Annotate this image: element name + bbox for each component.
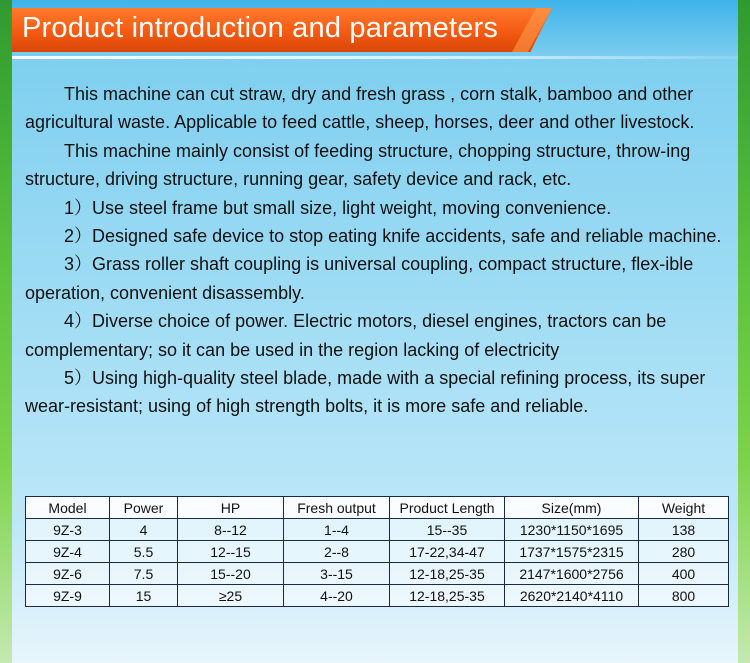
column-header-fresh-output: Fresh output — [284, 497, 390, 519]
feature-4: 4）Diverse choice of power. Electric motors, diesel engines, tractors can be complementary; so it can be used in the region lacking of electricity — [25, 311, 667, 360]
table-cell: 280 — [639, 541, 729, 563]
table-cell: 17-22,34-47 — [390, 541, 505, 563]
description — [25, 80, 730, 421]
column-header-weight: Weight — [639, 497, 729, 519]
table-header-row — [26, 497, 729, 519]
intro-paragraph: This machine can cut straw, dry and fresh grass , corn stalk, bamboo and other agricultural waste. Applicable to feed cattle, sheep, horses, deer and other livestock. — [25, 84, 695, 133]
table-cell: 12--15 — [178, 541, 284, 563]
table-cell: 12-18,25-35 — [390, 585, 505, 607]
table-cell: 8--12 — [178, 519, 284, 541]
feature-3: 3）Grass roller shaft coupling is universal coupling, compact structure, flex-ible operation, convenient disassembly. — [25, 254, 694, 303]
column-header-product-length: Product Length — [390, 497, 505, 519]
right-border — [738, 0, 750, 663]
table-cell: 2147*1600*2756 — [505, 563, 639, 585]
table-cell: 1230*1150*1695 — [505, 519, 639, 541]
table-cell: 5.5 — [110, 541, 178, 563]
feature-5: 5）Using high-quality steel blade, made with a special refining process, its super wear-resistant; using of high strength bolts, it is more safe and reliable. — [25, 368, 706, 417]
left-border — [0, 0, 12, 663]
feature-2: 2）Designed safe device to stop eating knife accidents, safe and reliable machine. — [64, 226, 722, 247]
page-title: Product introduction and parameters — [22, 12, 499, 44]
table-row — [26, 519, 729, 541]
table-cell: 2620*2140*4110 — [505, 585, 639, 607]
table-row — [26, 585, 729, 607]
table-cell: 15 — [110, 585, 178, 607]
table-row — [26, 563, 729, 585]
table-cell: 9Z-6 — [26, 563, 110, 585]
table-cell: 4--20 — [284, 585, 390, 607]
table-cell: 9Z-4 — [26, 541, 110, 563]
table-cell: 15--20 — [178, 563, 284, 585]
table-cell: 3--15 — [284, 563, 390, 585]
parameters-table — [25, 496, 729, 607]
feature-1: 1）Use steel frame but small size, light weight, moving convenience. — [64, 197, 612, 218]
table-cell: 800 — [639, 585, 729, 607]
table-cell: 4 — [110, 519, 178, 541]
table-cell: 12-18,25-35 — [390, 563, 505, 585]
table-row — [26, 541, 729, 563]
table-cell: 1--4 — [284, 519, 390, 541]
column-header-model: Model — [26, 497, 110, 519]
table-cell: 2--8 — [284, 541, 390, 563]
table-cell: 9Z-3 — [26, 519, 110, 541]
table-cell: ≥25 — [178, 585, 284, 607]
table-cell: 7.5 — [110, 563, 178, 585]
table-cell: 1737*1575*2315 — [505, 541, 639, 563]
column-header-power: Power — [110, 497, 178, 519]
structure-paragraph: This machine mainly consist of feeding structure, chopping structure, throw-ing structure, driving structure, running gear, safety device and rack, etc. — [25, 140, 691, 190]
table-cell: 9Z-9 — [26, 585, 110, 607]
table-cell: 138 — [639, 519, 729, 541]
column-header-hp: HP — [178, 497, 284, 519]
column-header-size: Size(mm) — [505, 497, 639, 519]
header-divider — [12, 56, 738, 59]
table-cell: 400 — [639, 563, 729, 585]
table-cell: 15--35 — [390, 519, 505, 541]
